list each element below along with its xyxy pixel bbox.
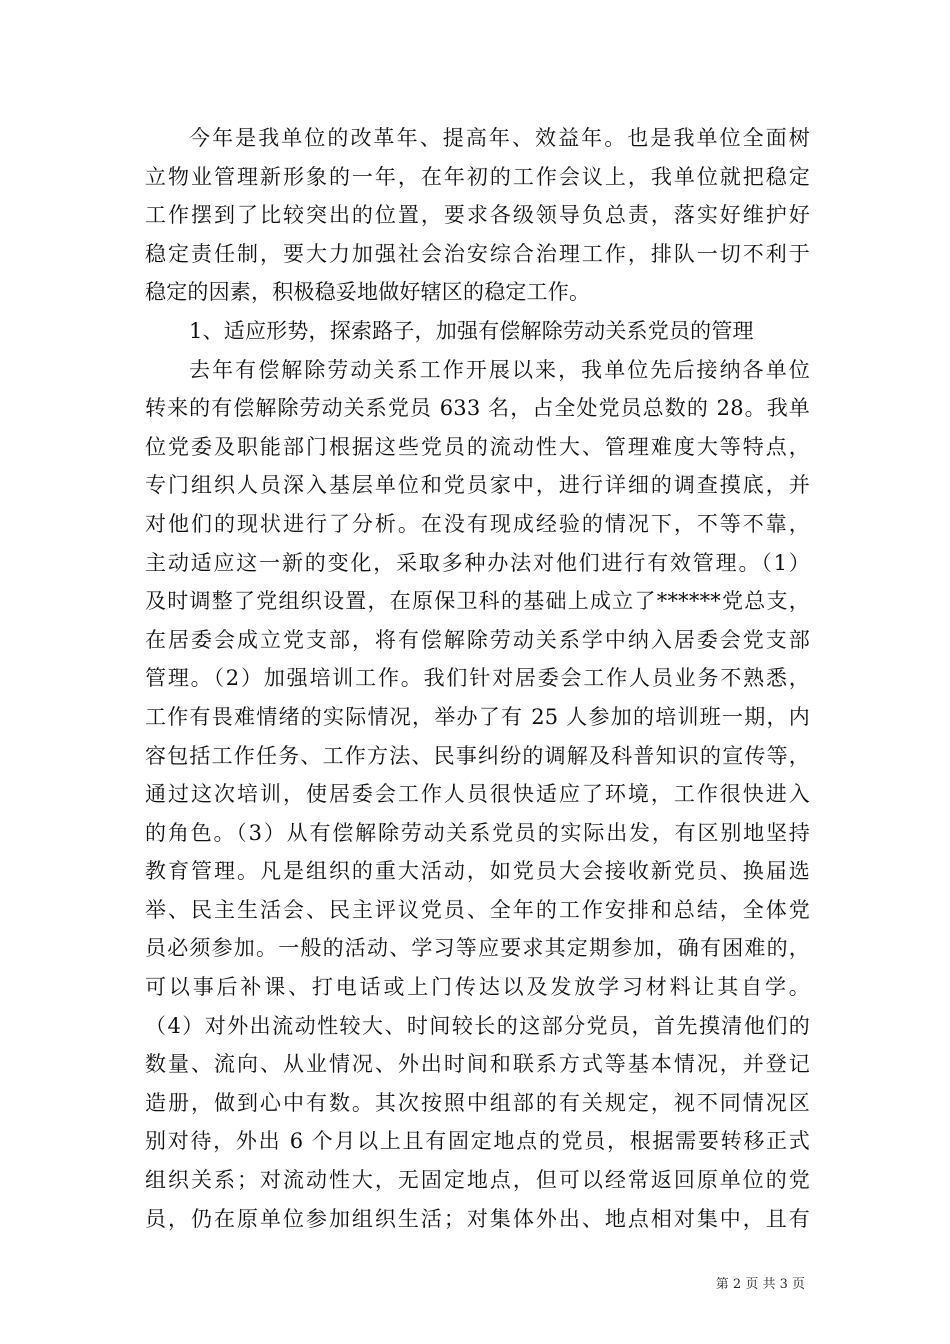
text-line: 1、适应形势，探索路子，加强有偿解除劳动关系党员的管理 bbox=[189, 318, 754, 343]
text-line: 立物业管理新形象的一年，在年初的工作会议上，我单位就把稳定 bbox=[145, 164, 810, 189]
text-line: 组织关系；对流动性大，无固定地点，但可以经常返回原单位的党 bbox=[145, 1168, 810, 1193]
text-line: 对他们的现状进行了分析。在没有现成经验的情况下，不等不靠， bbox=[145, 511, 810, 536]
page-number: 第 2 页 共 3 页 bbox=[715, 1277, 805, 1292]
text-line: 通过这次培训，使居委会工作人员很快适应了环境，工作很快进入 bbox=[145, 782, 810, 807]
text-line: 及时调整了党组织设置，在原保卫科的基础上成立了******党总支， bbox=[145, 589, 810, 614]
text-line: 在居委会成立党支部，将有偿解除劳动关系学中纳入居委会党支部 bbox=[145, 627, 810, 652]
text-line: 可以事后补课、打电话或上门传达以及发放学习材料让其自学。 bbox=[145, 975, 810, 1000]
text-line: 工作摆到了比较突出的位置，要求各级领导负总责，落实好维护好 bbox=[145, 203, 810, 228]
text-line: 造册，做到心中有数。其次按照中组部的有关规定，视不同情况区 bbox=[145, 1090, 810, 1115]
text-line: 员，仍在原单位参加组织生活；对集体外出、地点相对集中，且有 bbox=[145, 1206, 810, 1231]
text-line: 的角色。（3）从有偿解除劳动关系党员的实际出发，有区别地坚持 bbox=[145, 820, 810, 845]
text-line: 转来的有偿解除劳动关系党员 633 名，占全处党员总数的 28。我单 bbox=[145, 396, 810, 421]
text-line: 容包括工作任务、工作方法、民事纠纷的调解及科普知识的宣传等， bbox=[145, 743, 810, 768]
text-line: 数量、流向、从业情况、外出时间和联系方式等基本情况，并登记 bbox=[145, 1052, 810, 1077]
text-line: 稳定的因素，积极稳妥地做好辖区的稳定工作。 bbox=[145, 280, 591, 305]
text-line: 员必须参加。一般的活动、学习等应要求其定期参加，确有困难的， bbox=[145, 936, 810, 961]
text-line: 专门组织人员深入基层单位和党员家中，进行详细的调查摸底，并 bbox=[145, 473, 810, 498]
text-line: 今年是我单位的改革年、提高年、效益年。也是我单位全面树 bbox=[189, 126, 810, 150]
text-line: 去年有偿解除劳动关系工作开展以来，我单位先后接纳各单位 bbox=[189, 357, 810, 382]
text-line: 管理。（2）加强培训工作。我们针对居委会工作人员业务不熟悉， bbox=[145, 666, 810, 691]
text-line: 主动适应这一新的变化，采取多种办法对他们进行有效管理。（1） bbox=[145, 550, 810, 575]
text-line: 位党委及职能部门根据这些党员的流动性大、管理难度大等特点， bbox=[145, 434, 810, 459]
text-line: 举、民主生活会、民主评议党员、全年的工作安排和总结，全体党 bbox=[145, 897, 810, 922]
text-line: （4）对外出流动性较大、时间较长的这部分党员，首先摸清他们的 bbox=[145, 1013, 810, 1038]
text-line: 稳定责任制，要大力加强社会治安综合治理工作，排队一切不利于 bbox=[145, 241, 810, 266]
text-line: 别对待，外出 6 个月以上且有固定地点的党员，根据需要转移正式 bbox=[145, 1129, 810, 1154]
document-body bbox=[145, 119, 810, 1238]
text-line: 工作有畏难情绪的实际情况，举办了有 25 人参加的培训班一期，内 bbox=[145, 704, 810, 729]
text-line: 教育管理。凡是组织的重大活动，如党员大会接收新党员、换届选 bbox=[145, 859, 810, 884]
